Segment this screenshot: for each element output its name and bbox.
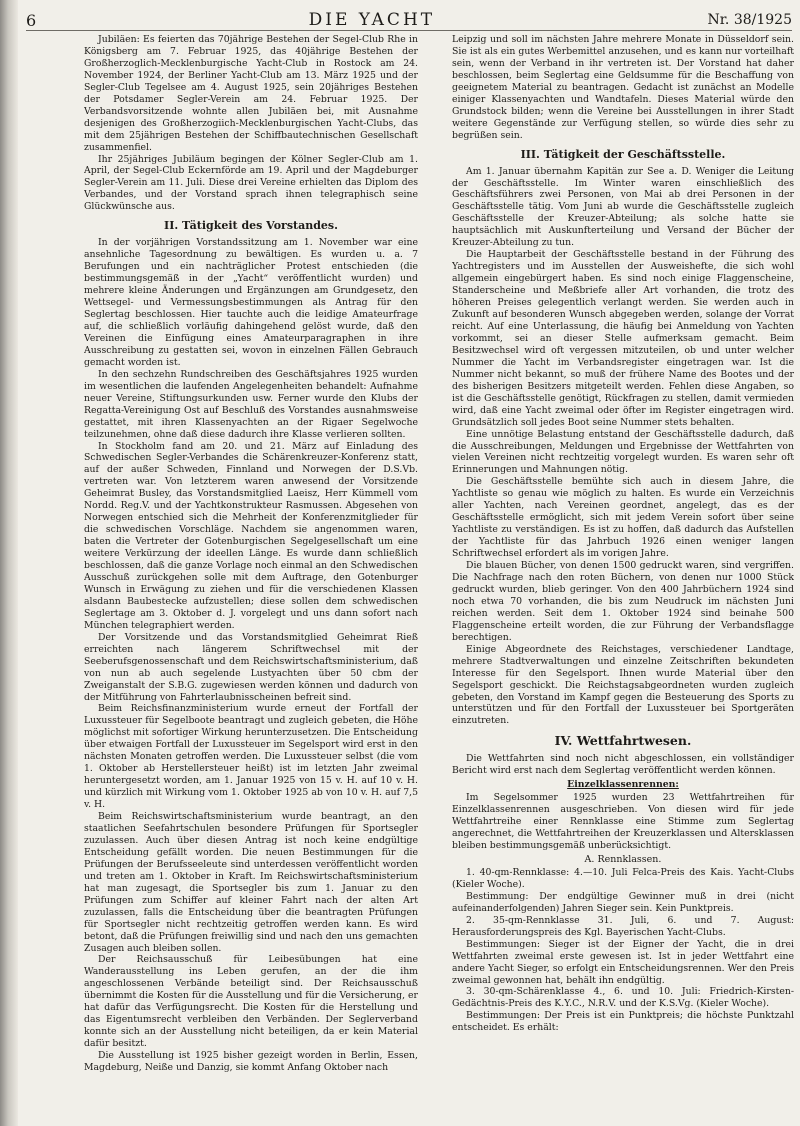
section-heading: III. Tätigkeit der Geschäftsstelle. — [520, 147, 726, 161]
subsection-heading: A. Rennklassen. — [584, 854, 662, 865]
paragraph: Die Geschäftsstelle bemühte sich auch in diesem Jahre, die Yachtliste so genau wie möglich zu halten. Es wurde ein Verzeichnis aller Yachten, nach Vereinen geordnet, angelegt, das es der Geschäftsstelle ermöglicht, sich mit jedem Verein sofort über seine Yachtliste zu verständigen. Es ist zu hoffen, daß dadurch das Aufstellen der Yachtliste für das Jahrbuch 1926 einen weniger langen Schriftwechsel erfordert als im vorigen Jahre. — [452, 476, 794, 560]
paragraph: 2. 35-qm-Rennklasse 31. Juli, 6. und 7. August: Herausforderungspreis des Kgl. Bayerischen Yacht-Clubs. — [452, 914, 794, 938]
page-number: 6 — [26, 10, 37, 30]
paragraph: Die blauen Bücher, von denen 1500 gedruckt waren, sind vergriffen. Die Nachfrage nach den roten Büchern, von denen nur 1000 Stück gedruckt wurden, blieb geringer. Von den 400 Jahrbüchern 1924 sind noch etwa 70 vorhanden, die bis zum Neudruck im nächsten Juni reichen werden. Seit dem 1. Oktober 1924 sind beinahe 500 Flaggenscheine erteilt worden, die zur Führung der Verbandsflagge berechtigen. — [452, 560, 794, 643]
paragraph: 1. 40-qm-Rennklasse: 4.—10. Juli Felca-Preis des Kais. Yacht-Clubs (Kieler Woche). — [452, 866, 794, 890]
paragraph: Einige Abgeordnete des Reichstages, verschiedener Landtage, mehrere Stadtverwaltungen und einzelne Zeitschriften bekundeten Interesse für den Segelsport. Ihnen wurde Material über den Segelsport geschickt. Die Reichstagsabgeordneten wurden zugleich gebeten, den Vorstand im Kampf gegen die Besteuerung des Sports zu unterstützen und für den Fortfall der Luxussteuer bei Sportgeräten einzutreten. — [452, 643, 794, 727]
left-column — [84, 34, 418, 1114]
paragraph: Beim Reichswirtschaftsministerium wurde beantragt, an den staatlichen Seefahrtschulen besondere Prüfungen für Sportsegler zuzulassen. Auch über diesen Antrag ist noch keine endgültige Entscheidung gefällt worden. Die neuen Bestimmungen für die Prüfungen der Berufsseeleute sind unterdessen veröffentlicht worden und treten am 1. Oktober in Kraft. Im Reichswirtschaftsministerium hat man zugesagt, die Sportsegler bis zum 1. Januar zu den Prüfungen zum Schiffer auf kleiner Fahrt nach der alten Art zuzulassen, falls die Entscheidung über die beantragten Prüfungen für Sportsegler nicht rechtzeitig getroffen werden kann. Es wird betont, daß die Prüfungen freiwillig sind und nach den uns gemachten Zusagen auch bleiben sollen. — [84, 811, 418, 954]
paragraph: In den sechzehn Rundschreiben des Geschäftsjahres 1925 wurden im wesentlichen die laufenden Angelegenheiten behandelt: Aufnahme neuer Vereine, Stiftungsurkunden usw. Ferner wurde den Klubs der Regatta-Vereinigung Ost auf Beschluß des Vorstandes ausnahmsweise gestattet, mit ihren Klassenyachten an der Rigaer Segelwoche teilzunehmen, ohne daß diese dadurch ihre Klasse verlieren sollten. — [84, 368, 418, 440]
header-rule — [26, 30, 792, 31]
paragraph: In der vorjährigen Vorstandssitzung am 1. November war eine ansehnliche Tagesordnung zu bewältigen. Es wurden u. a. 7 Berufungen und ein nachträglicher Protest entschieden (die bestimmungsgemäß in der „Yacht“ veröffentlicht wurden) und mehrere kleine Änderungen und Ergänzungen am Grundgesetz, den Wettsegel- und Vermessungsbestimmungen als Antrag für den Seglertag beschlossen. Hier tauchte auch die leidige Amateurfrage auf, die schließlich vorläufig dahingehend gelöst wurde, daß den Vereinen die Einfügung eines Amateurparagraphen in ihre Ausschreibung zu gestatten sei, wovon in einzelnen Fällen Gebrauch gemacht worden ist. — [84, 237, 418, 368]
paragraph: Ihr 25jähriges Jubiläum begingen der Kölner Segler-Club am 1. April, der Segel-Club Eckernförde am 19. April und der Magdeburger Segler-Verein am 11. Juli. Diese drei Vereine erhielten das Diplom des Verbandes, und der Vorstand sprach ihnen telegraphisch seine Glückwünsche aus. — [84, 153, 418, 213]
page-header — [26, 8, 792, 32]
paragraph: Leipzig und soll im nächsten Jahre mehrere Monate in Düsseldorf sein. Sie ist als ein gutes Werbemittel anzusehen, und es kann nur vorteilhaft sein, wenn der Verband in ihr vertreten ist. Der Vorstand hat daher beschlossen, beim Seglertag eine Geldsumme für die Beschaffung von geeignetem Material zu beantragen. Gedacht ist zunächst an Modelle einiger Klassenyachten und Wandtafeln. Dieses Material würde den Grundstock bilden; wenn die Vereine bei Ausstellungen in ihrer Stadt weitere Gegenstände zur Verfügung stellen, so würde dies sehr zu begrüßen sein. — [452, 34, 794, 141]
section-heading: II. Tätigkeit des Vorstandes. — [164, 219, 338, 233]
paragraph: Bestimmungen: Der Preis ist ein Punktpreis; die höchste Punktzahl entscheidet. Es erhält: — [452, 1010, 794, 1034]
right-column — [452, 34, 794, 1114]
paragraph: Die Ausstellung ist 1925 bisher gezeigt worden in Berlin, Essen, Magdeburg, Neiße und Danzig, sie kommt Anfang Oktober nach — [84, 1050, 418, 1074]
subsection-heading: Einzelklassenrennen: — [567, 779, 679, 791]
paragraph: Die Wettfahrten sind noch nicht abgeschlossen, ein vollständiger Bericht wird erst nach dem Seglertag veröffentlicht werden können. — [452, 753, 794, 777]
paragraph: Eine unnötige Belastung entstand der Geschäftsstelle dadurch, daß die Ausschreibungen, Meldungen und Ergebnisse der Wettfahrten von vielen Vereinen nicht rechtzeitig vorgelegt wurden. Es waren sehr oft Erinnerungen und Mahnungen nötig. — [452, 428, 794, 476]
issue-number: Nr. 38/1925 — [707, 12, 792, 28]
paragraph: Bestimmung: Der endgültige Gewinner muß in drei (nicht aufeinanderfolgenden) Jahren Sieger sein. Kein Punktpreis. — [452, 890, 794, 914]
paragraph: In Stockholm fand am 20. und 21. März auf Einladung des Schwedischen Segler-Verbandes die Schärenkreuzer-Konferenz statt, auf der außer Schweden, Finnland und Norwegen der D.S.Vb. vertreten war. Von letzterem waren anwesend der Vorsitzende Geheimrat Busley, das Vorstandsmitglied Laeisz, Herr Kümmell vom Nordd. Reg.V. und der Yachtkonstrukteur Rasmussen. Abgesehen von Norwegen entschied sich die Mehrheit der Konferenzmitglieder für die schwedischen Vorschläge. Nachdem sie angenommen waren, baten die Vertreter der Gotenburgischen Segelgesellschaft um eine weitere Verkürzung der ideellen Länge. Es wurde dann schließlich beschlossen, daß die ganze Vorlage noch einmal an den Schwedischen Ausschuß zurückgehen solle mit dem Auftrage, den Gotenburger Wunsch in Erwägung zu ziehen und für die verschiedenen Klassen alsdann Baubestecke aufzustellen; diese sollen dem schwedischen Seglertage am 3. Oktober d. J. vorgelegt und uns dann sofort nach München telegraphiert werden. — [84, 440, 418, 631]
page-gutter-shadow — [0, 0, 18, 1126]
journal-title: DIE YACHT — [308, 10, 436, 30]
paragraph: Der Vorsitzende und das Vorstandsmitglied Geheimrat Rieß erreichten nach längerem Schriftwechsel mit der Seeberufsgenossenschaft und dem Reichswirtschaftsministerium, daß von nun ab auch segelende Lustyachten über 50 cbm der Zweiganstalt der S.B.G. zugewiesen werden können und dadurch von der Mitführung von Fahrterlaubnisscheinen befreit sind. — [84, 631, 418, 703]
paragraph: Am 1. Januar übernahm Kapitän zur See a. D. Weniger die Leitung der Geschäftsstelle. Im Winter waren einschließlich des Geschäftsführers zwei Personen, von Mai ab drei Personen in der Geschäftsstelle tätig. Vom Juni ab wurde die Geschäftsstelle zugleich Geschäftsstelle der Kreuzer-Abteilung; als solche hatte sie hauptsächlich mit Auskunfterteilung und Versand der Bücher der Kreuzer-Abteilung zu tun. — [452, 165, 794, 249]
paragraph: Jubiläen: Es feierten das 70jährige Bestehen der Segel-Club Rhe in Königsberg am 7. Februar 1925, das 40jährige Bestehen der Großherzoglich-Mecklenburgische Yacht-Club in Rostock am 24. November 1924, der Berliner Yacht-Club am 13. März 1925 und der Segler-Club Tegelsee am 4. August 1925, sein 20jähriges Bestehen der Potsdamer Segler-Verein am 24. Februar 1925. Der Verbandsvorsitzende wohnte allen Jubiläen bei, mit Ausnahme desjenigen des Großherzogiich-Mecklenburgischen Yacht-Clubs, das mit dem 25jährigen Bestehen der Schiffbautechnischen Gesellschaft zusammenfiel. — [84, 34, 418, 153]
paragraph: Der Reichsausschuß für Leibesübungen hat eine Wanderausstellung ins Leben gerufen, an der die ihm angeschlossenen Verbände beteiligt sind. Der Reichsausschuß übernimmt die Kosten für die Ausstellung und für die Versicherung, er hat dafür das Verfügungsrecht. Die Kosten für die Herstellung und das Eigentumsrecht verbleiben den Verbänden. Der Seglerverband konnte sich an der Ausstellung nicht beteiligen, da er kein Material dafür besitzt. — [84, 954, 418, 1050]
paragraph: Beim Reichsfinanzministerium wurde erneut der Fortfall der Luxussteuer für Segelboote beantragt und zugleich gebeten, die Höhe möglichst mit sofortiger Wirkung herunterzusetzen. Die Entscheidung über etwaigen Fortfall der Luxussteuer im Segelsport wird erst in den nächsten Monaten getroffen werden. Die Luxussteuer selbst (die vom 1. Oktober ab Herstellersteuer heißt) ist im letzten Jahr zweimal heruntergesetzt worden, am 1. Januar 1925 von 15 v. H. auf 10 v. H. und kürzlich mit Wirkung vom 1. Oktober 1925 ab von 10 v. H. auf 7,5 v. H. — [84, 703, 418, 811]
paragraph: Im Segelsommer 1925 wurden 23 Wettfahrtreihen für Einzelklassenrennen ausgeschrieben. Von diesen wird für jede Wettfahrtreihe einer Rennklasse eine Stimme zum Seglertag angerechnet, die Wettfahrtreihen der Kreuzerklassen und Altersklassen bleiben bestimmungsgemäß unberücksichtigt. — [452, 792, 794, 852]
paragraph: Die Hauptarbeit der Geschäftsstelle bestand in der Führung des Yachtregisters und im Ausstellen der Ausweishefte, die sich wohl allgemein eingebürgert haben. Es sind noch einige Flaggenscheine, Standerscheine und Meßbriefe aller Art vorhanden, die trotz des höheren Preises gelegentlich verlangt werden. Sie werden auch in Zukunft auf besonderen Wunsch abgegeben werden, solange der Vorrat reicht. Auf eine Unterlassung, die häufig bei Anmeldung von Yachten vorkommt, sei an dieser Stelle aufmerksam gemacht. Beim Besitzwechsel wird oft vergessen mitzuteilen, ob und unter welcher Nummer die Yacht im Verbandsregister eingetragen war. Ist die Nummer nicht bekannt, so muß der frühere Name des Bootes und der des bisherigen Besitzers mitgeteilt werden. Fehlen diese Angaben, so ist die Geschäftsstelle genötigt, Rückfragen zu stellen, damit vermieden wird, daß eine Yacht zweimal oder öfter im Register eingetragen wird. Grundsätzlich soll jedes Boot seine Nummer stets behalten. — [452, 249, 794, 428]
paragraph: Bestimmungen: Sieger ist der Eigner der Yacht, die in drei Wettfahrten zweimal erste gewesen ist. Ist in jeder Wettfahrt eine andere Yacht Sieger, so erfolgt ein Entscheidungsrennen. Wer den Preis zweimal gewonnen hat, behält ihn endgültig. — [452, 938, 794, 986]
section-heading: IV. Wettfahrtwesen. — [554, 733, 692, 749]
paragraph: 3. 30-qm-Schärenklasse 4., 6. und 10. Juli: Friedrich-Kirsten-Gedächtnis-Preis des K.Y.C., N.R.V. und der K.S.Vg. (Kieler Woche). — [452, 986, 794, 1010]
